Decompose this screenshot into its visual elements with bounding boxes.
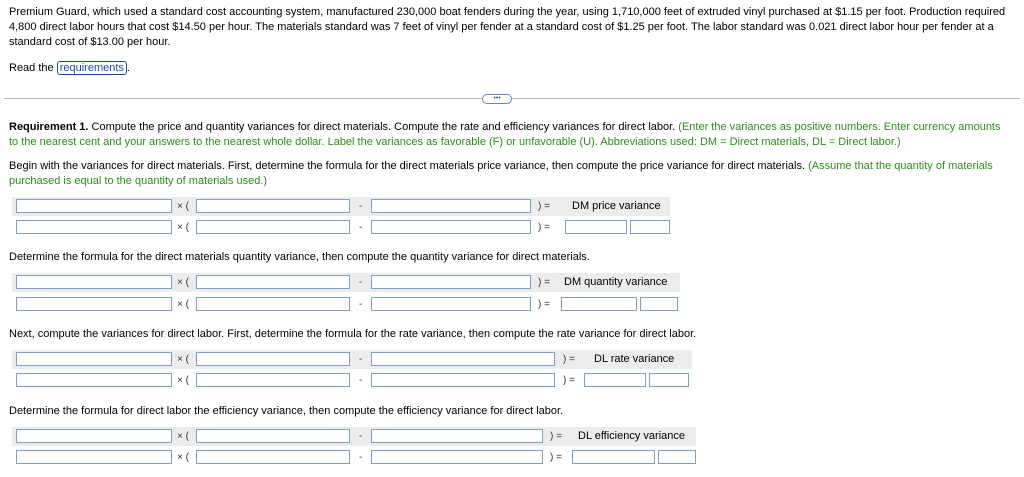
dl-rate-variance-label: DL rate variance: [594, 353, 675, 365]
dm-price-formula-input-2[interactable]: [196, 199, 350, 213]
dl-efficiency-formula-input-3[interactable]: [371, 429, 543, 443]
dl-rate-value-input-3[interactable]: [371, 373, 555, 387]
read-requirements-line: Read the requirements .: [9, 62, 130, 74]
dl-efficiency-formula-row: × ( - ) = DL efficiency variance: [12, 427, 696, 446]
dl-efficiency-formula-input-1[interactable]: [16, 429, 172, 443]
dl-efficiency-value-input-2[interactable]: [196, 450, 350, 464]
dl-efficiency-compute-row: × ( - ) =: [12, 448, 702, 467]
dm-quantity-formula-input-2[interactable]: [196, 275, 350, 289]
dl-efficiency-value-input-1[interactable]: [16, 450, 172, 464]
dm-quantity-value-input-1[interactable]: [16, 297, 172, 311]
dl-efficiency-variance-fu[interactable]: [658, 450, 696, 464]
dm-price-value-input-3[interactable]: [371, 220, 531, 234]
dl-rate-variance-amount[interactable]: [584, 373, 646, 387]
dl-rate-instruction: Next, compute the variances for direct labor. First, determine the formula for the rate variance, then compute the rate variance for direct labor.: [9, 328, 697, 340]
section-divider: [4, 98, 1020, 99]
dm-quantity-variance-amount[interactable]: [561, 297, 637, 311]
dl-efficiency-variance-amount[interactable]: [572, 450, 655, 464]
dm-quantity-formula-row: × ( - ) = DM quantity variance: [12, 273, 680, 292]
dm-price-formula-input-1[interactable]: [16, 199, 172, 213]
dm-price-instruction: Begin with the variances for direct materials. First, determine the formula for the direct materials price variance, then compute the price variance for direct materials. (Assume that the quantity of materials purchased is equal to the quantity of materials used.): [9, 160, 993, 187]
dl-efficiency-variance-label: DL efficiency variance: [578, 430, 685, 442]
dm-price-value-input-2[interactable]: [196, 220, 350, 234]
dl-rate-formula-input-3[interactable]: [371, 352, 555, 366]
problem-text: Premium Guard, which used a standard cost accounting system, manufactured 230,000 boat fenders during the year, using 1,710,000 feet of extruded vinyl purchased at $1.15 per foot. Production required 4,800 direct labor hours that cost $14.50 per hour. The materials standard was 7 feet of vinyl per fender at a standard cost of $1.25 per foot. The labor standard was 0.021 direct labor hour per fender at a standard cost of $13.00 per hour.: [9, 6, 1006, 48]
requirement-heading: Requirement 1.: [9, 121, 89, 133]
dm-quantity-instruction: Determine the formula for the direct materials quantity variance, then compute the quantity variance for direct materials.: [9, 251, 590, 263]
dm-quantity-value-input-2[interactable]: [196, 297, 350, 311]
requirement-1: [9, 120, 1009, 150]
dl-rate-formula-row: × ( - ) = DL rate variance: [12, 350, 692, 369]
expand-more-button[interactable]: •••: [482, 94, 512, 104]
dl-rate-compute-row: × ( - ) =: [12, 371, 692, 390]
dm-price-variance-amount[interactable]: [565, 220, 627, 234]
dm-quantity-variance-label: DM quantity variance: [564, 276, 668, 288]
dl-rate-formula-input-2[interactable]: [196, 352, 350, 366]
dm-quantity-variance-fu[interactable]: [640, 297, 678, 311]
dm-price-value-input-1[interactable]: [16, 220, 172, 234]
dm-price-variance-label: DM price variance: [572, 200, 661, 212]
dl-efficiency-instruction: Determine the formula for direct labor the efficiency variance, then compute the efficiency variance for direct labor.: [9, 405, 564, 417]
requirement-text: Compute the price and quantity variances for direct materials. Compute the rate and efficiency variances for direct labor.: [88, 121, 676, 133]
dl-efficiency-value-input-3[interactable]: [371, 450, 543, 464]
dl-rate-variance-fu[interactable]: [649, 373, 689, 387]
dm-price-variance-fu[interactable]: [630, 220, 670, 234]
read-prefix: Read the: [9, 62, 54, 74]
dm-price-formula-input-3[interactable]: [371, 199, 531, 213]
dl-rate-value-input-1[interactable]: [16, 373, 172, 387]
dl-rate-formula-input-1[interactable]: [16, 352, 172, 366]
dm-quantity-formula-input-1[interactable]: [16, 275, 172, 289]
dm-quantity-value-input-3[interactable]: [371, 297, 531, 311]
requirement-note: (Enter the variances as positive numbers. Enter currency amounts to the nearest cent and your answers to the nearest whole dollar. Label the variances as favorable (F) or unfavorable (U). Abbreviations used: DM = Direct materials, DL = Direct labor.): [9, 121, 1001, 148]
dm-quantity-formula-input-3[interactable]: [371, 275, 531, 289]
dm-price-note: (Assume that the quantity of materials purchased is equal to the quantity of materials used.): [9, 160, 993, 187]
dm-price-formula-row: × ( - ) = DM price variance: [12, 197, 670, 216]
requirements-link[interactable]: requirements: [57, 61, 127, 75]
dl-efficiency-formula-input-2[interactable]: [196, 429, 350, 443]
dm-price-compute-row: × ( - ) =: [12, 218, 682, 237]
dm-quantity-compute-row: × ( - ) =: [12, 295, 682, 314]
dl-rate-value-input-2[interactable]: [196, 373, 350, 387]
